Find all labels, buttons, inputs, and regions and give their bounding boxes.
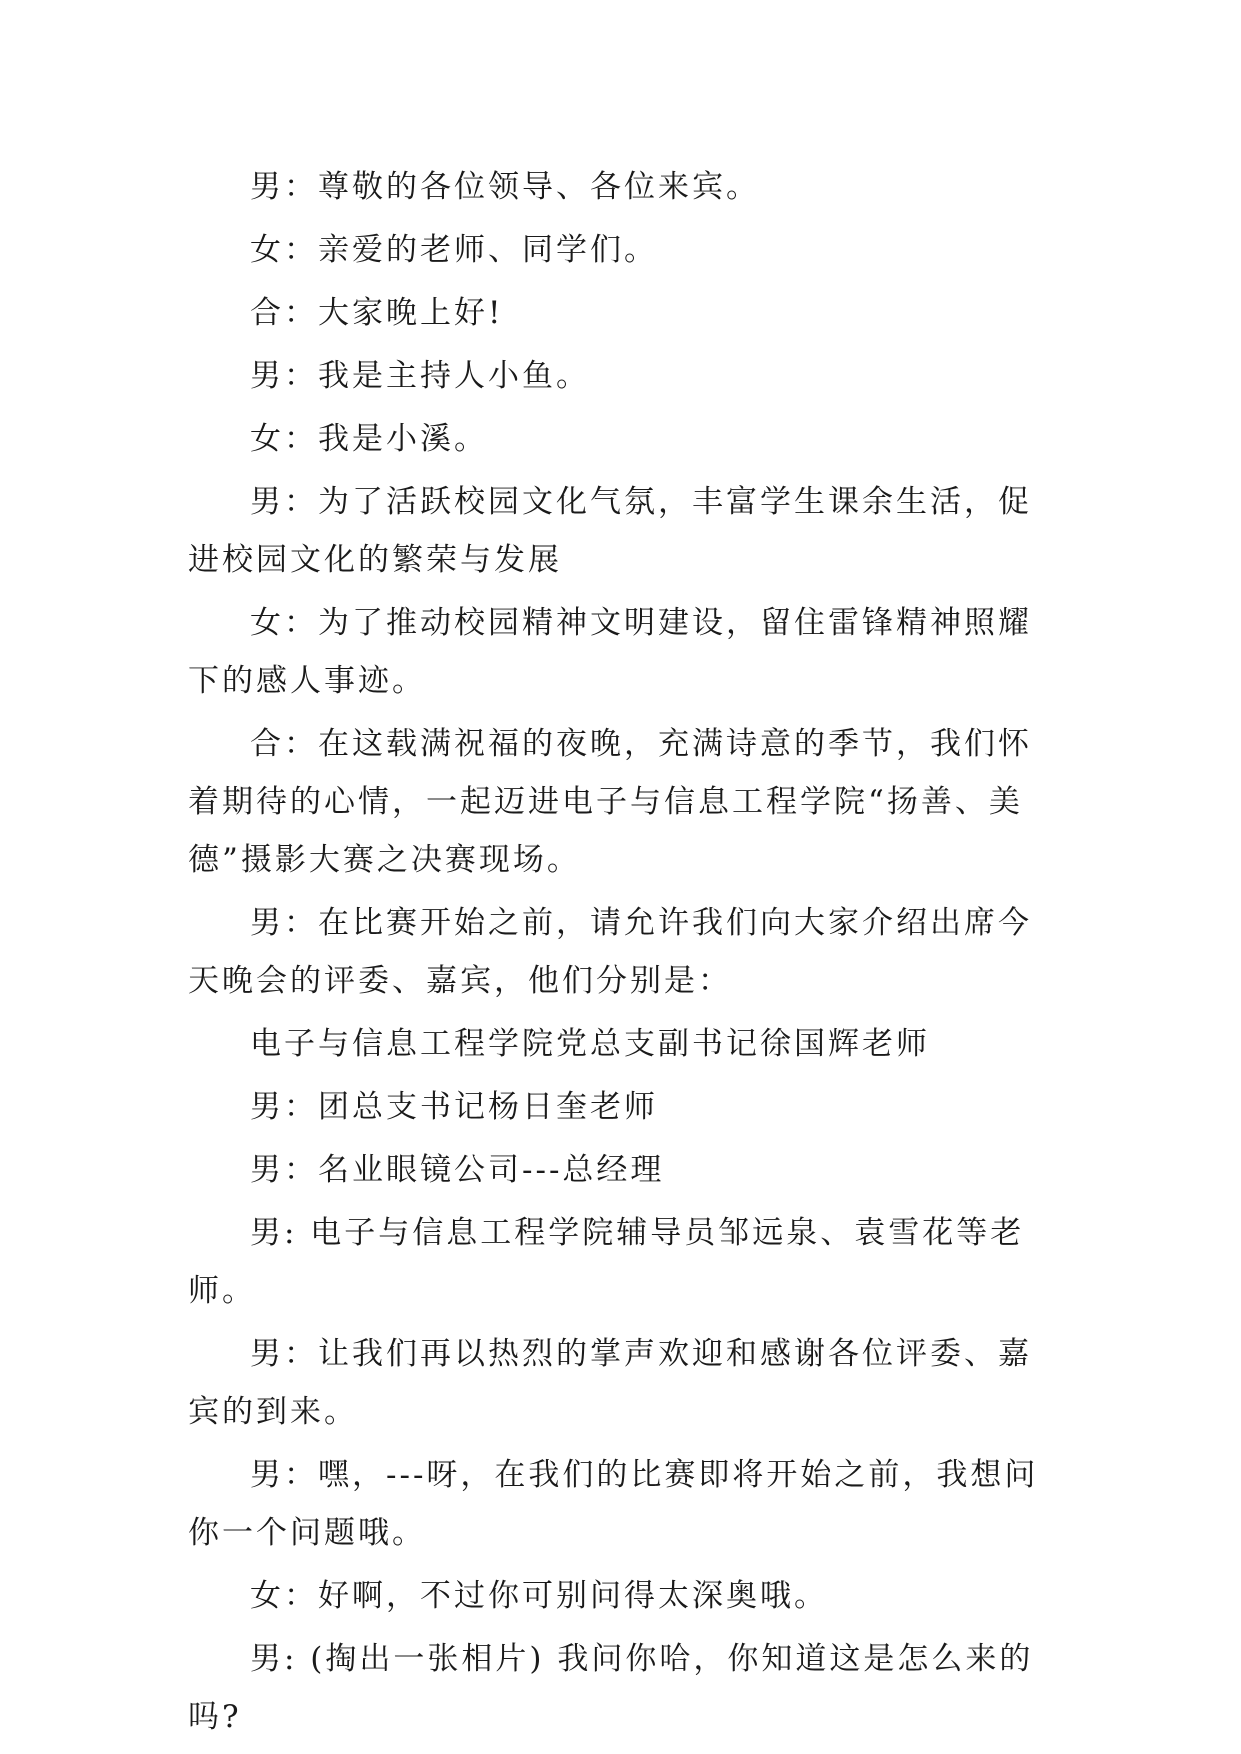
paragraph: 男：嘿，---呀，在我们的比赛即将开始之前，我想问你一个问题哦。: [188, 1457, 1039, 1551]
paragraph: 电子与信息工程学院党总支副书记徐国辉老师: [250, 1026, 930, 1062]
paragraph: 男：在比赛开始之前，请允许我们向大家介绍出席今天晚会的评委、嘉宾，他们分别是：: [188, 905, 1032, 999]
document-body: [188, 158, 1048, 1751]
paragraph: 女：亲爱的老师、同学们。: [250, 232, 658, 268]
paragraph: 男：团总支书记杨日奎老师: [250, 1089, 658, 1125]
paragraph: 合：大家晚上好!: [250, 295, 504, 331]
paragraph: 女：好啊，不过你可别问得太深奥哦。: [250, 1578, 828, 1614]
paragraph: 男：名业眼镜公司---总经理: [250, 1152, 665, 1188]
paragraph: 男: (掏出一张相片) 我问你哈，你知道这是怎么来的吗?: [188, 1641, 1034, 1735]
paragraph: 男：我是主持人小鱼。: [250, 358, 590, 394]
paragraph: 女：我是小溪。: [250, 421, 488, 457]
paragraph: 男：为了活跃校园文化气氛，丰富学生课余生活，促进校园文化的繁荣与发展: [188, 484, 1032, 578]
paragraph: 男：让我们再以热烈的掌声欢迎和感谢各位评委、嘉宾的到来。: [188, 1336, 1032, 1430]
paragraph: 女：为了推动校园精神文明建设，留住雷锋精神照耀下的感人事迹。: [188, 605, 1032, 699]
paragraph: 男: 电子与信息工程学院辅导员邹远泉、袁雪花等老师。: [188, 1215, 1025, 1309]
paragraph: 合：在这载满祝福的夜晚，充满诗意的季节，我们怀着期待的心情，一起迈进电子与信息工程学院“扬善、美德”摄影大赛之决赛现场。: [188, 726, 1032, 878]
paragraph: 男：尊敬的各位领导、各位来宾。: [250, 169, 760, 205]
